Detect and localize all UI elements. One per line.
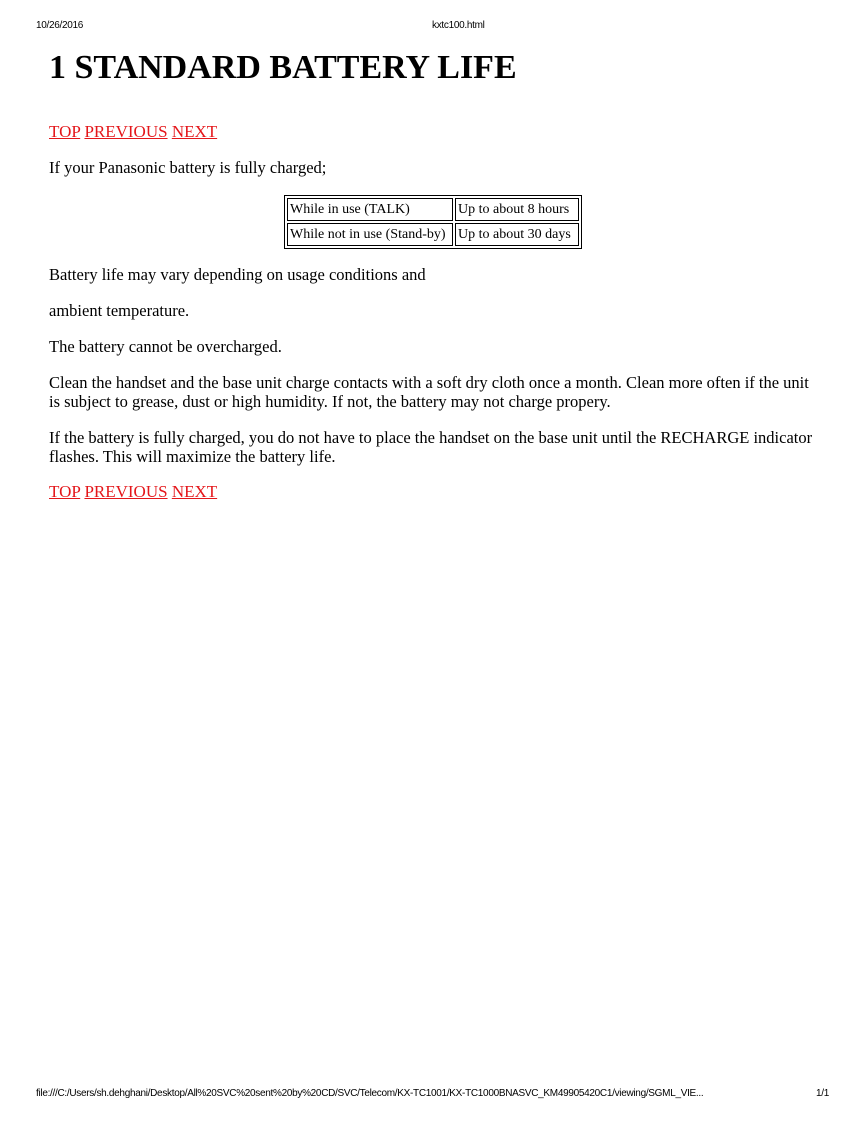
paragraph-full-charge: If the battery is fully charged, you do not have to place the handset on the base unit until the RECHARGE indicator flashes. This will maximize the battery life.	[49, 428, 813, 466]
print-header	[0, 20, 866, 34]
nav-top-link[interactable]: TOP	[49, 122, 81, 141]
table-row	[287, 223, 579, 246]
paragraph-cleaning: Clean the handset and the base unit charge contacts with a soft dry cloth once a month. Clean more often if the unit is subject to grease, dust or high humidity. If not, the battery may not charge propery.	[49, 373, 809, 411]
print-doc-title: kxtc100.html	[432, 20, 485, 31]
battery-spec-table-wrap	[284, 195, 819, 249]
table-cell-duration: Up to about 30 days	[455, 223, 579, 246]
paragraph-battery-life: Battery life may vary depending on usage conditions and	[49, 265, 426, 284]
nav-next-link[interactable]: NEXT	[171, 122, 218, 141]
paragraph-ambient: ambient temperature.	[49, 301, 190, 320]
table-cell-mode: While in use (TALK)	[287, 198, 453, 221]
nav-links-bottom	[49, 482, 819, 502]
print-page-number: 1/1	[816, 1088, 830, 1099]
battery-spec-table	[284, 195, 582, 249]
nav-next-link[interactable]: NEXT	[171, 482, 218, 501]
nav-links-top	[49, 122, 819, 142]
paragraph-overcharge: The battery cannot be overcharged.	[49, 337, 282, 356]
nav-top-link[interactable]: TOP	[49, 482, 81, 501]
intro-text: If your Panasonic battery is fully charged;	[49, 158, 327, 177]
print-file-url: file:///C:/Users/sh.dehghani/Desktop/All%20SVC%20sent%20by%20CD/SVC/Telecom/KX-TC1001/KX-TC1000BNASVC_KM49905420C1/viewing/SGML_VIE...	[36, 1088, 704, 1099]
page-title: 1 STANDARD BATTERY LIFE	[49, 49, 517, 86]
table-cell-duration: Up to about 8 hours	[455, 198, 579, 221]
page-content	[49, 48, 819, 502]
nav-previous-link[interactable]: PREVIOUS	[84, 122, 168, 141]
nav-previous-link[interactable]: PREVIOUS	[84, 482, 168, 501]
print-date: 10/26/2016	[36, 20, 84, 31]
print-footer	[0, 1088, 866, 1102]
table-row	[287, 198, 579, 221]
table-cell-mode: While not in use (Stand-by)	[287, 223, 453, 246]
